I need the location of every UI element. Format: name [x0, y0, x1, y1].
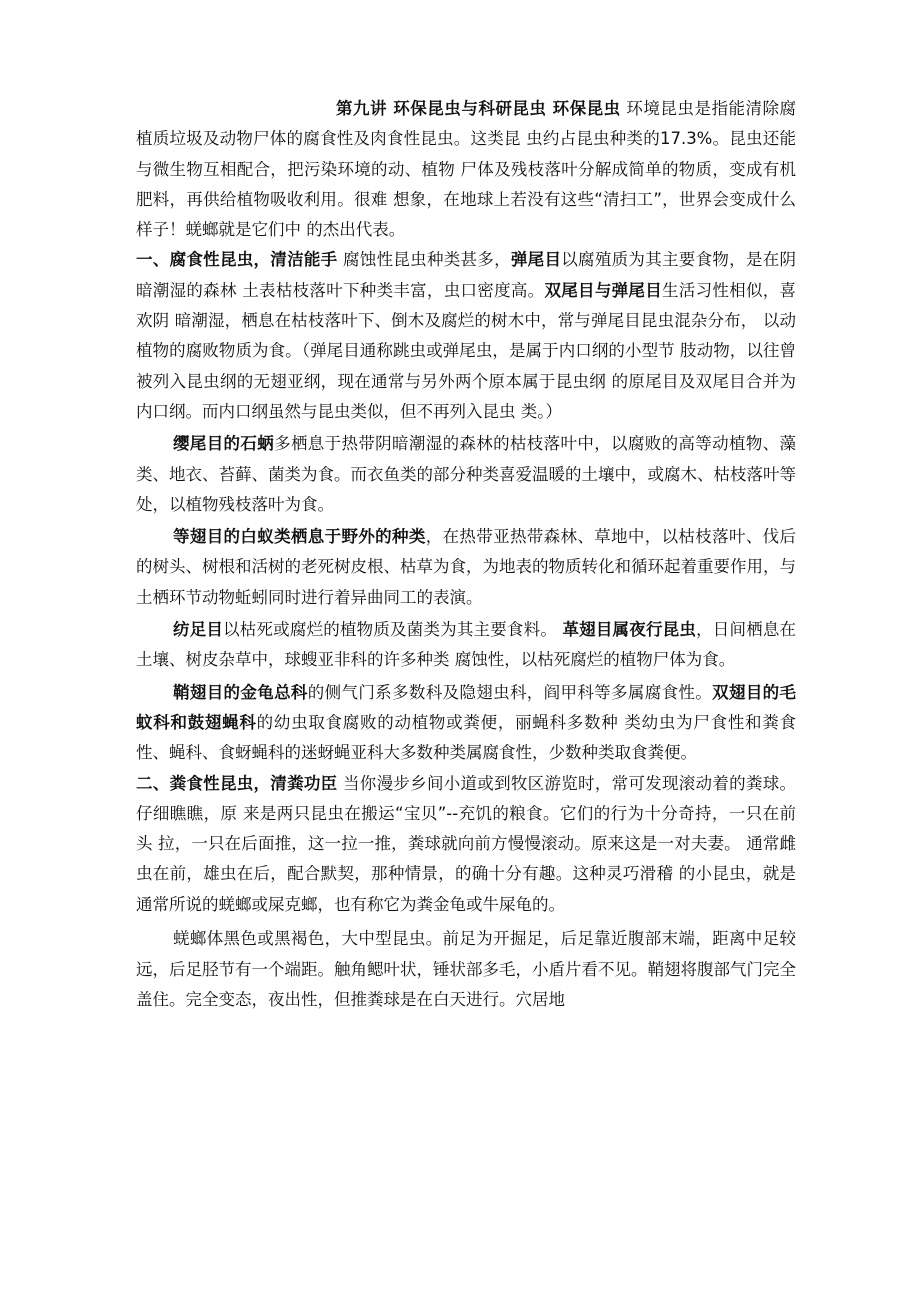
section-1-text-2: 以腐殖质为其主要食物，是在阴暗潮湿的森林 土表枯枝落叶下种类丰富，虫口密度高。: [136, 250, 797, 300]
dermaptera-text: ，日间栖息在土壤、树皮杂草中，球螋亚非科的许多种类 腐蚀性，以枯死腐烂的植物尸体为食。: [136, 620, 797, 670]
termite-bold: 等翅目的白蚁类栖息于野外的种类: [173, 527, 426, 547]
section-1-text-3: 生活习性相似，喜欢阴 暗潮湿，栖息在枯枝落叶下、倒木及腐烂的树木中，常与弹尾目昆虫混杂分布， 以动植物的腐败物质为食。（弹尾目通称跳虫或弹尾虫，是属于内口纲的小型节 肢动物，以往曾被列入昆虫纲的无翅亚纲，现在通常与另外两个原本属于昆虫纲 的原尾目及双尾目合并为内口纲。而内口纲虽然与昆虫类似，但不再列入昆虫 类。）: [136, 280, 797, 421]
diptera-bold: 双翅目的毛蚊科和鼓翅蝇科: [136, 682, 797, 732]
section-1-text-1: 腐蚀性昆虫种类甚多，: [337, 250, 511, 270]
section-2-heading: 二、粪食性昆虫，清粪功臣: [136, 773, 338, 793]
lecture-title: 第九讲 环保昆虫与科研昆虫 环保昆虫: [336, 99, 621, 118]
dung-beetle-text: 蜣螂体黑色或黑褐色，大中型昆虫。前足为开掘足，后足靠近腹部末端，距离中足较远，后足胫节有一个端距。触角鳃叶状，锤状部多毛，小盾片看不见。鞘翅将腹部气门完全盖住。完全变态，夜出性，但推粪球是在白天进行。穴居地: [136, 929, 796, 1010]
thysanura-paragraph: [136, 429, 796, 520]
section-2-paragraph: [136, 769, 796, 920]
section-1-bold-2: 双尾目与弹尾目: [544, 280, 662, 300]
embioptera-text: 以枯死或腐烂的植物质及菌类为其主要食料。: [223, 620, 563, 640]
section-1-paragraph: [136, 245, 796, 427]
section-1-heading: 一、腐食性昆虫，清洁能手: [136, 250, 338, 270]
thysanura-bold: 缨尾目的石蛃: [173, 434, 275, 454]
coleoptera-bold: 鞘翅目的金龟总科: [173, 682, 308, 702]
coleoptera-text: 的侧气门系多数科及隐翅虫科，阎甲科等多属腐食性。: [307, 682, 713, 702]
intro-text: 环境昆虫是指能清除腐植质垃圾及动物尸体的腐食性及肉食性昆虫。这类昆 虫约占昆虫种类的17.3%。昆虫还能与微生物互相配合，把污染环境的动、植物 尸体及残枝落叶分解成简单的物质，变成有机肥料，再供给植物吸收利用。很难 想象，在地球上若没有这些“清扫工”，世界会变成什么样子！蜣螂就是它们中 的杰出代表。: [136, 99, 796, 240]
section-2-text: 当你漫步乡间小道或到牧区游览时，常可发现滚动着的粪球。仔细瞧瞧，原 来是两只昆虫在搬运“宝贝”--充饥的粮食。它们的行为十分奇持，一只在前头 拉，一只在后面推，这一拉一推，粪球就向前方慢慢滚动。原来这是一对夫妻。 通常雌虫在前，雄虫在后，配合默契，那种情景，的确十分有趣。这种灵巧滑稽 的小昆虫，就是通常所说的蜣螂或屎克螂，也有称它为粪金龟或牛屎龟的。: [136, 773, 797, 914]
embioptera-bold: 纺足目: [173, 620, 224, 640]
thysanura-text: 多栖息于热带阴暗潮湿的森林的枯枝落叶中，以腐败的高等动植物、藻类、地衣、苔藓、菌类为食。而衣鱼类的部分种类喜爱温暖的土壤中，或腐木、枯枝落叶等处，以植物残枝落叶为食。: [136, 434, 797, 514]
document-body: [136, 94, 796, 1016]
termite-paragraph: [136, 522, 796, 613]
dermaptera-bold: 革翅目属夜行昆虫: [562, 620, 697, 640]
embioptera-paragraph: [136, 615, 796, 676]
dung-beetle-paragraph: [136, 924, 796, 1016]
diptera-text: 的幼虫取食腐败的动植物或粪便，丽蝇科多数种 类幼虫为尸食性和粪食性、蝇科、食蚜蝇科的迷蚜蝇亚科大多数种类属腐食性，少数种类取食粪便。: [136, 712, 797, 763]
intro-paragraph: [136, 94, 796, 245]
coleoptera-paragraph: [136, 678, 796, 769]
termite-text: ，在热带亚热带森林、草地中，以枯枝落叶、伐后的树头、树根和活树的老死树皮根、枯草为食，为地表的物质转化和循环起着重要作用，与土栖环节动物蚯蚓同时进行着异曲同工的表演。: [136, 527, 797, 607]
section-1-bold-1: 弹尾目: [510, 250, 562, 270]
